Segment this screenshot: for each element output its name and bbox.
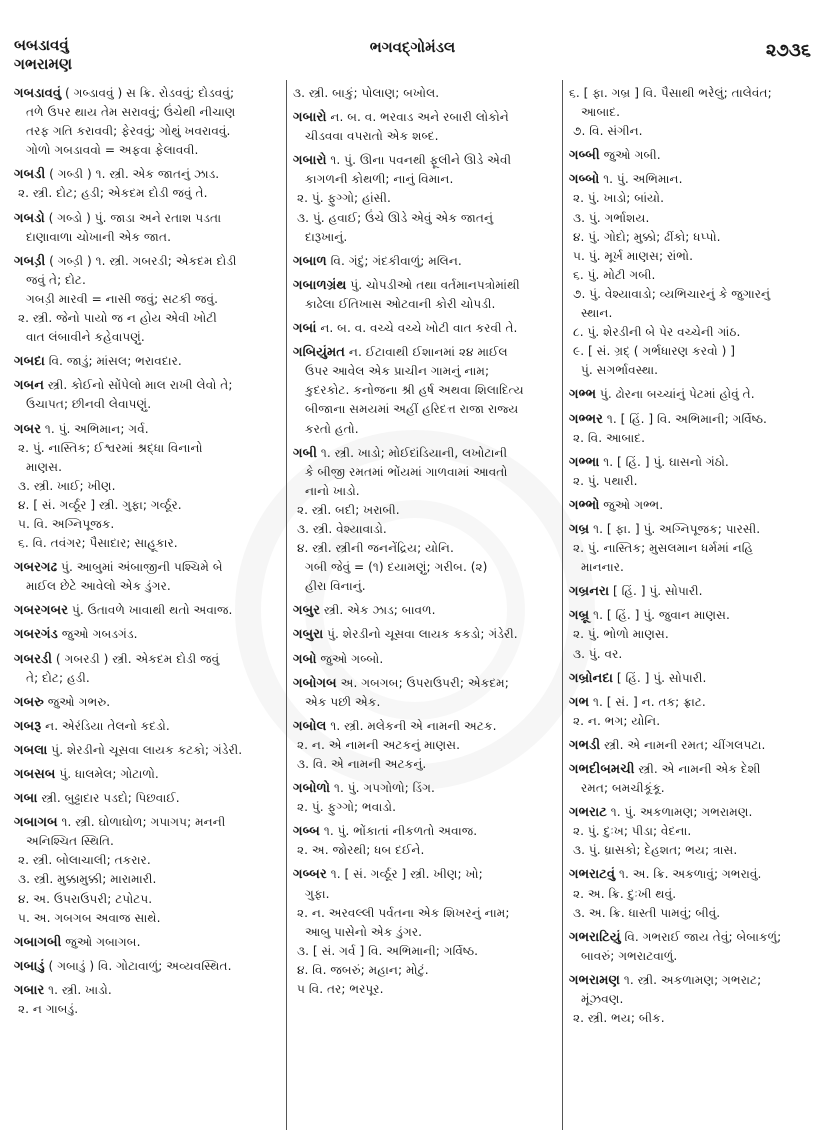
entry-line: જવું તે; દોટ.: [26, 272, 86, 287]
entry-line: દારૂખાનું.: [305, 229, 348, 244]
entry-line: ૨. સ્ત્રી. ભય; બીક.: [573, 1011, 665, 1026]
entry-line: ૩. અ. ક્રિ. ધાસ્તી પામવું; બીવું.: [573, 905, 721, 920]
entry-line: કે બીજી રમતમાં ભોંયમાં ગાળવામાં આવતો: [305, 464, 508, 479]
entry-line: ૯. [ સં. ગ્રદ્ ( ગર્ભધારણ કરવો ) ]: [573, 344, 735, 359]
dictionary-entry: [14, 957, 282, 976]
entry-line: ૫. અ. ગબગબ અવાજ સાથે.: [18, 910, 161, 925]
dictionary-entry: [569, 971, 817, 1028]
headword: ગબ્ર: [569, 521, 590, 537]
entry-line: તરફ ગતિ કરાવવી; ફેરવવું; ગોથું ખવરાવવું.: [26, 124, 231, 139]
headword: ગભ્ભર: [569, 411, 603, 427]
guide-word-last: ગભરામણ: [14, 55, 73, 73]
entry-line: તે; દોટ; હડી.: [26, 670, 90, 685]
dictionary-entry: [569, 693, 817, 731]
entry-line: દાણાવાળા ચોખાની એક જાત.: [26, 229, 171, 244]
dictionary-entry: [14, 741, 282, 760]
headword: ગભરાટિયું: [569, 929, 621, 945]
dictionary-entry: [569, 760, 817, 798]
dictionary-entry: [569, 410, 817, 448]
dictionary-entry: [569, 453, 817, 491]
entry-line: ગબી જેવું = (૧) દયામણું; ગરીબ. (૨): [305, 560, 488, 575]
dictionary-entry: [14, 717, 282, 736]
entry-line: ૩. વિ. એ નામની અટકનું.: [297, 757, 427, 771]
dictionary-entry: [293, 319, 559, 338]
entry-headword-line: ગબાર ૧. સ્ત્રી. ખાડો.: [14, 982, 112, 998]
headword: ગબરુ: [14, 694, 44, 710]
dictionary-entry: [569, 170, 817, 380]
dictionary-entry: [293, 779, 559, 817]
column-divider: [286, 80, 287, 1130]
dictionary-entry: [14, 933, 282, 952]
entry-headword-line: ગભરામણ ૧. સ્ત્રી. અકળામણ; ગભરાટ;: [569, 972, 762, 988]
entry-headword-line: ગભ્ભર ૧. [ હિં. ] વિ. અભિમાની; ગર્વિષ્ઠ.: [569, 411, 767, 427]
entry-line: ૨. પું. નાસ્તિક; ઈશ્વરમાં શ્રદ્ધા વિનાનો: [18, 440, 203, 455]
entry-headword-line: ગભરાટ ૧. પું. અકળામણ; ગભરામણ.: [569, 805, 753, 821]
entry-headword-line: ગબ્બર ૧. [ સં. ગર્વ્ઠૂર ] સ્ત્રી. ખીણ; ખો;: [293, 867, 483, 883]
entry-headword-line: ગબોલ ૧. સ્ત્રી. મલેકની એ નામની અટક.: [293, 718, 497, 734]
entry-headword-line: ગબરૂ ન. એરંડિયા તેલનો કદડો.: [14, 718, 170, 734]
entry-line: ૩. સ્ત્રી. ખાઈ; ખીણ.: [18, 478, 116, 493]
entry-headword-line: ગબદા વિ. જાડું; માંસલ; ભરાવદાર.: [14, 354, 182, 370]
headword: ગબરડી: [14, 651, 53, 667]
entry-line: બાવરું; ગભરાટવાળું.: [581, 948, 678, 963]
dictionary-entry: [293, 276, 559, 314]
entry-headword-line: ગબરુ જુઓ ગભરુ.: [14, 694, 111, 710]
entry-headword-line: ગભડી સ્ત્રી. એ નામની રમત; ચીંગલપટા.: [569, 737, 766, 753]
headword: ગબ્બો: [569, 172, 600, 188]
entry-headword-line: ગબન સ્ત્રી. કોઈનો સોંપેલો માલ રાખી લેવો તે;: [14, 378, 233, 394]
entry-headword-line: ગબરગબર પું. ઉતાવળે ખાવાથી થતો અવાજ.: [14, 603, 233, 619]
headword: ગબો: [293, 651, 317, 667]
entry-line: ગુફા.: [305, 886, 330, 901]
dictionary-entry: [293, 84, 559, 103]
entry-headword-line: ગબ્રનરા [ હિં. ] પું. સોપારી.: [569, 584, 703, 600]
headword: ગબડાવવું: [14, 86, 62, 101]
headword: ગબ્રૂ: [569, 608, 590, 624]
dictionary-entry: [14, 789, 282, 808]
entry-headword-line: ગબાં ન. બ. વ. વચ્ચે વચ્ચે ખોટી વાત કરવી તે.: [293, 321, 518, 337]
dictionary-entry: [569, 669, 817, 688]
dictionary-entry: [293, 865, 559, 999]
entry-line: આબુ પાસેનો એક ડુંગર.: [305, 924, 423, 939]
entry-line: વાત લંબાવીને કહેવાપણું.: [26, 330, 145, 345]
headword: ગભદીબમચી: [569, 762, 635, 777]
entry-line: કરતો હતો.: [305, 421, 359, 436]
entry-headword-line: ગભદીબમચી સ્ત્રી. એ નામની એક દેશી: [569, 762, 761, 777]
dictionary-entry: [569, 803, 817, 860]
entry-headword-line: ગબાગબી જુઓ ગબાગબ.: [14, 934, 141, 950]
entry-line: ૨. પું. દુઃખ; પીડા; વેદના.: [573, 824, 692, 839]
entry-headword-line: ગબ્બી જુઓ ગબી.: [569, 148, 661, 164]
entry-line: ૩. સ્ત્રી. મુક્કામુક્કી; મારામારી.: [18, 872, 157, 887]
headword: ગબાળ: [293, 253, 327, 269]
entry-line: ૩. [ સં. ગર્વ ] વિ. અભિમાની; ગર્વિષ્ઠ.: [297, 943, 479, 958]
headword: ગભરાટવું: [569, 867, 616, 883]
headword: ગબારો: [293, 153, 327, 169]
dictionary-entry: [293, 717, 559, 774]
dictionary-entry: [293, 108, 559, 146]
headword: ગબસબ: [14, 767, 56, 782]
entry-line: રમત; બમચીકૂંકૂ.: [581, 781, 665, 796]
entry-line: ૨. સ્ત્રી. દોટ; હડી; એકદમ દોડી જવું તે.: [18, 186, 208, 201]
entry-headword-line: ગબડી ( ગબ્ડી ) ૧. સ્ત્રી. એક જાતનું ઝાડ.: [14, 167, 220, 183]
entry-line: ૪. પું. ગોદો; મુક્કો; ઢીંકો; ધપ્પો.: [573, 229, 721, 244]
entry-line: એક પછી એક.: [305, 694, 381, 709]
entry-line: ૬. પું. મોટી ગબી.: [573, 267, 656, 282]
headword: ગબડ઼ી: [14, 253, 46, 269]
dictionary-entry: [14, 165, 282, 203]
headword: ગભરાટ: [569, 805, 607, 821]
headword: ગબ્બી: [569, 148, 600, 164]
entry-line: સ્થાન.: [581, 306, 613, 321]
guide-word-first: બબડાવવું: [14, 36, 69, 54]
entry-headword-line: ૬. [ ફા. ગબ્ર ] વિ. પૈસાથી ભરેલું; તાલેવંત;: [569, 86, 772, 100]
entry-line: નાનો ખાડો.: [305, 483, 360, 498]
dictionary-entry: [293, 650, 559, 669]
entry-line: ૩. પું. હવાઈ; ઉંચે ઊડે એવું એક જાતનું: [297, 210, 494, 225]
entry-line: ૨. પું. નાસ્તિક; મુસલમાન ધર્મમાં નહિ: [573, 541, 754, 556]
entry-line: ૨. ન ગાબડું.: [18, 1002, 79, 1017]
entry-line: માઈલ છેટે આવેલો એક ડુંગર.: [26, 579, 171, 594]
headword: ગબોળો: [293, 781, 331, 797]
entry-line: ૨. સ્ત્રી. બદી; ખરાબી.: [297, 502, 400, 517]
entry-line: ૨. સ્ત્રી. જેનો પાયો જ ન હોય એવી ખોટી: [18, 311, 217, 326]
headword: ગબાર: [14, 982, 45, 998]
dictionary-entry: [293, 674, 559, 712]
headword: ગબદા: [14, 354, 45, 370]
entry-line: ૨. સ્ત્રી. બોલાચાલી; તકરાર.: [18, 853, 151, 868]
dictionary-entry: [569, 736, 817, 755]
entry-headword-line: ગબાગબ ૧. સ્ત્રી. ઘોળાઘોળ; ગપાગપ; મનની: [14, 815, 226, 831]
dictionary-entry: [293, 252, 559, 271]
headword: ગબડી: [14, 167, 46, 183]
headword: ગબ્રનરા: [569, 584, 610, 600]
entry-headword-line: ગબડ઼ી ( ગબ્ડ઼ી ) ૧. સ્ત્રી. ગબરડી; એકદમ દોડી: [14, 253, 237, 269]
entry-headword-line: ગબ્રોનદા [ હિં. ] પું. સોપારી.: [569, 670, 707, 686]
entry-line: તળે ઉપર થાય તેમ સરાવવું; ઉંચેથી નીચાણ: [26, 105, 236, 120]
headword: ગબરૂ: [14, 718, 42, 734]
dictionary-entry: [569, 606, 817, 663]
headword: ગભ્ભા: [569, 454, 600, 470]
headword: ગબાં: [293, 321, 317, 337]
entry-headword-line: ગબર ૧. પું. અભિમાન; ગર્વ.: [14, 421, 149, 437]
headword: ગભરામણ: [569, 972, 621, 988]
headword: ગભ્ભ: [569, 387, 597, 403]
headword: ગબ્રોનદા: [569, 670, 613, 686]
entry-line: ૫. પું. મૂર્ખ માણસ; રાંભો.: [573, 248, 693, 263]
dictionary-entry: [14, 209, 282, 247]
entry-line: ૭. પું. વેશ્યાવાડો; વ્યભિચારનું કે જુગારનું: [573, 286, 771, 301]
column-divider: [562, 80, 563, 1130]
entry-line: ૨. પું. પથારી.: [573, 473, 638, 488]
entry-line: આબાદ.: [581, 105, 620, 120]
entry-headword-line: ગબરડી ( ગબરડી ) સ્ત્રી. એકદમ દોડી જવું: [14, 651, 220, 667]
entry-headword-line: ગબોગબ અ. ગબગબ; ઉપરાઉપરી; એકદમ;: [293, 675, 509, 691]
dictionary-entry: [14, 558, 282, 596]
dictionary-entry: [14, 981, 282, 1019]
entry-line: બીજાના સમયમાં અહીં હરિદત્ત રાજા રાજ્ય: [305, 402, 519, 417]
dictionary-entry: [293, 601, 559, 620]
entry-headword-line: ગબો જુઓ ગબ્બો.: [293, 651, 384, 667]
dictionary-entry: [569, 146, 817, 165]
entry-line: ગોળો ગબડાવવો = અફવા ફેલાવવી.: [26, 143, 199, 158]
entry-line: ૩. પું. વર.: [573, 646, 623, 661]
headword: ગબરગબર: [14, 603, 69, 619]
entry-headword-line: ગબસબ પું. ધાલમેલ; ગોટાળો.: [14, 767, 159, 782]
headword: ગબર: [14, 421, 42, 437]
dictionary-entry: [293, 151, 559, 246]
entry-headword-line: ગબરગંડ જુઓ ગબડગંડ.: [14, 627, 138, 643]
entry-line: મૂંઝવણ.: [581, 992, 624, 1007]
headword: ગભડી: [569, 737, 601, 753]
book-title: ભગવદ્ગોમંડલ: [369, 38, 456, 56]
headword: ગબિયુંમત: [293, 345, 346, 361]
entry-headword-line: ગબુરા પું. શેરડીનો ચૂસવા લાયક કકડો; ગંડેરી.: [293, 627, 518, 643]
dictionary-entry: [293, 343, 559, 438]
entry-headword-line: ગબડો ( ગબ્ડો ) પું. જાડા અને રતાશ પડતા: [14, 210, 222, 226]
entry-line: ઉપર આવેલ એક પ્રાચીન ગામનું નામ;: [305, 364, 490, 379]
entry-headword-line: ગબ્બો ૧. પું. અભિમાન.: [569, 172, 683, 188]
entry-headword-line: ગબ્બ ૧. પું. ભોંકાતાં નીકળતો અવાજ.: [293, 824, 478, 840]
column-middle: [293, 84, 559, 1004]
dictionary-entry: [14, 693, 282, 712]
headword: ગભ: [569, 694, 590, 710]
entry-line: અનિશ્ચિત સ્થિતિ.: [26, 834, 114, 849]
dictionary-entry: [293, 822, 559, 860]
entry-line: ૩. પું. ધ્રાસકો; દેહશત; ભય; ત્રાસ.: [573, 843, 738, 858]
entry-headword-line: ગભ્ભ પું. ઢોરના બચ્ચાંનું પેટમાં હોવું તે.: [569, 387, 755, 403]
dictionary-entry: [14, 765, 282, 784]
entry-line: ગબડ઼ી મારવી = નાસી જવું; સટકી જવું.: [26, 291, 218, 306]
entry-line: કુદરકોટ. કનોજના શ્રી હર્ષ અથવા શિલાદિત્ય: [305, 383, 524, 398]
entry-line: હીરા વિનાનું.: [305, 579, 366, 594]
dictionary-entry: [14, 650, 282, 688]
column-left: [14, 84, 282, 1024]
entry-headword-line: ગબરગઢ પું. આબુમાં અંબાજીની પશ્ચિમે બે: [14, 560, 223, 576]
entry-line: ૬. વિ. તવંગર; પૈસાદાર; સાહૂકાર.: [18, 536, 178, 551]
entry-headword-line: ગબારો ૧. પું. ઊના પવનથી ફૂલીને ઊડે એવી: [293, 153, 512, 169]
column-right: [569, 84, 817, 1033]
dictionary-entry: [14, 352, 282, 371]
entry-line: પું. સગર્ભાવસ્થા.: [581, 363, 658, 378]
entry-headword-line: ગબોળો ૧. પું. ગપગોળો; ડિંગ.: [293, 781, 435, 797]
entry-line: ૪. વિ. જબરું; મહાન; મોટું.: [297, 962, 429, 977]
page-number: ૨૭૩૬: [765, 40, 811, 61]
entry-headword-line: ગબુર સ્ત્રી. એક ઝાડ; બાવળ.: [293, 603, 436, 619]
entry-line: ૮. પું. શેરડીની બે પેર વચ્ચેની ગાંઠ.: [573, 325, 741, 340]
dictionary-entry: [569, 84, 817, 141]
entry-headword-line: ગબ્રૂ ૧. [ હિં. ] પું. જુવાન માણસ.: [569, 608, 730, 624]
dictionary-entry: [569, 385, 817, 404]
dictionary-entry: [14, 84, 282, 160]
entry-line: ૨. પું. ખાડો; બાંયો.: [573, 191, 664, 206]
headword: ગબન: [14, 378, 45, 394]
entry-headword-line: ગબી ૧. સ્ત્રી. ખાડો; મોઈદાંડિયાની, લખોટાની: [293, 445, 508, 461]
entry-headword-line: ગભરાટિયું વિ. ગભરાઈ જાય તેવું; બેબાકળું;: [569, 929, 782, 945]
headword: ગબા: [14, 791, 38, 807]
dictionary-entry: [293, 625, 559, 644]
headword: ગબાડું: [14, 958, 45, 974]
entry-line: માનનાર.: [581, 560, 624, 575]
entry-headword-line: ગબારો ન. બ. વ. ભરવાડ અને રબારી લોકોને: [293, 110, 509, 126]
entry-headword-line: ગબાળ વિ. ગંદું; ગંદકીવાળું; મલિન.: [293, 253, 462, 269]
headword: ગબોગબ: [293, 675, 337, 691]
headword: ગબ્બ: [293, 824, 321, 840]
headword: ગબી: [293, 445, 317, 461]
dictionary-entry: [569, 865, 817, 922]
headword: ગભ્ભો: [569, 497, 600, 513]
page-header: [0, 0, 825, 82]
entry-headword-line: ગબ્ર ૧. [ ફા. ] પું. અગ્નિપૂજક; પારસી.: [569, 521, 761, 537]
headword: ગબડો: [14, 210, 45, 226]
headword: ગબરગઢ: [14, 560, 58, 576]
entry-headword-line: ગભ ૧. [ સં. ] ન. તક; ફ્રાટ.: [569, 694, 706, 710]
entry-headword-line: ગબિયુંમત ન. ઈટાવાથી ઈશાનમાં ૨૪ માઈલ: [293, 345, 508, 361]
entry-line: ૨. ન. અરવલ્લી પર્વતના એક શિખરનું નામ;: [297, 905, 510, 920]
entry-line: ૩. સ્ત્રી. વેશ્યાવાડો.: [297, 521, 387, 536]
entry-headword-line: ૩. સ્ત્રી. બાકું; પોલાણ; બખોલ.: [293, 86, 440, 100]
entry-line: કાગળની કોથળી; નાનું વિમાન.: [305, 172, 454, 187]
entry-line: ૨. પું. ભોળો માણસ.: [573, 627, 669, 642]
dictionary-entry: [569, 496, 817, 515]
entry-line: ૨. ન. ભગ; યોનિ.: [573, 713, 661, 728]
dictionary-entry: [14, 813, 282, 928]
entry-line: ઉચાપત; છીનવી લેવાપણું.: [26, 397, 152, 412]
entry-line: ૨. અ. જોરથી; ધબ દઈને.: [297, 843, 425, 858]
entry-headword-line: ગબડાવવું ( ગબ્ડાવવું ) સ ક્રિ. રોડવવું; દોડવવું;: [14, 86, 235, 101]
dictionary-entry: [14, 625, 282, 644]
entry-headword-line: ગબા સ્ત્રી. બુઢ્ઢાદાર પડદો; પિછવાઈ.: [14, 791, 180, 807]
dictionary-entry: [569, 582, 817, 601]
entry-headword-line: ગભરાટવું ૧. અ. ક્રિ. અકળાવું; ગભરાવું.: [569, 867, 762, 883]
entry-line: કાઢેલા ઈતિખાસ ઓટવાની કોરી ચોપડી.: [305, 296, 496, 311]
entry-line: ૪. [ સં. ગર્વ્ઠૂર ] સ્ત્રી. ગુફા; ગર્વ્ઠૂર.: [18, 497, 182, 512]
entry-line: ૨. વિ. આબાદ.: [573, 430, 645, 445]
headword: ગબુર: [293, 603, 321, 619]
headword: ગબાળગ્રંથ: [293, 277, 347, 293]
dictionary-entry: [569, 520, 817, 577]
entry-line: ૪. સ્ત્રી. સ્ત્રીની જનનેંદ્રિય; યોનિ.: [297, 541, 454, 556]
entry-line: ૨. પું. ફુગ્ગો; હાંસી.: [297, 191, 391, 206]
entry-headword-line: ગબલા પું. શેરડીનો ચૂસવા લાયક કટકો; ગંડેરી.: [14, 742, 243, 758]
entry-headword-line: ગભ્ભા ૧. [ હિં. ] પું. ઘાસનો ગંઠો.: [569, 454, 729, 470]
entry-line: ચીડવવા વપરાતો એક શબ્દ.: [305, 129, 439, 144]
headword: ગબાગબ: [14, 815, 58, 831]
headword: ગબરગંડ: [14, 627, 58, 643]
dictionary-entry: [14, 376, 282, 414]
dictionary-entry: [14, 420, 282, 554]
headword: ગબારો: [293, 110, 327, 126]
entry-line: ૫ વિ. તર; ભરપૂર.: [297, 982, 384, 997]
dictionary-entry: [569, 928, 817, 966]
entry-line: ૩. પું. ગર્ભાશય.: [573, 210, 650, 225]
entry-headword-line: ગબાળગ્રંથ પું. ચોપડીઓ તથા વર્તમાનપત્રોમાંથી: [293, 277, 520, 293]
dictionary-entry: [14, 252, 282, 347]
entry-headword-line: ગબાડું ( ગબાડું ) વિ. ગોટાવાળું; અવ્યવસ્થિત.: [14, 958, 232, 974]
entry-line: ૭. વિ. સંગીન.: [573, 124, 643, 139]
headword: ગબાગબી: [14, 934, 62, 950]
entry-line: ૨. ન. એ નામની અટકનું માણસ.: [297, 737, 461, 752]
entry-headword-line: ગભ્ભો જુઓ ગભ્ભ.: [569, 497, 664, 513]
headword: ગબલા: [14, 742, 48, 758]
dictionary-entry: [293, 444, 559, 597]
entry-line: ૨. પું. ફુગ્ગો; ભવાડો.: [297, 800, 396, 815]
headword: ગબોલ: [293, 718, 327, 734]
entry-line: ૫. વિ. અગ્નિપૂજક.: [18, 516, 115, 531]
headword: ગબુરા: [293, 627, 324, 643]
headword: ગબ્બર: [293, 867, 327, 883]
entry-line: ૨. અ. ક્રિ. દુઃખી થવું.: [573, 886, 677, 901]
entry-line: ૪. અ. ઉપરાઉપરી; ટપોટપ.: [18, 891, 153, 906]
entry-line: માણસ.: [26, 459, 62, 474]
dictionary-entry: [14, 601, 282, 620]
